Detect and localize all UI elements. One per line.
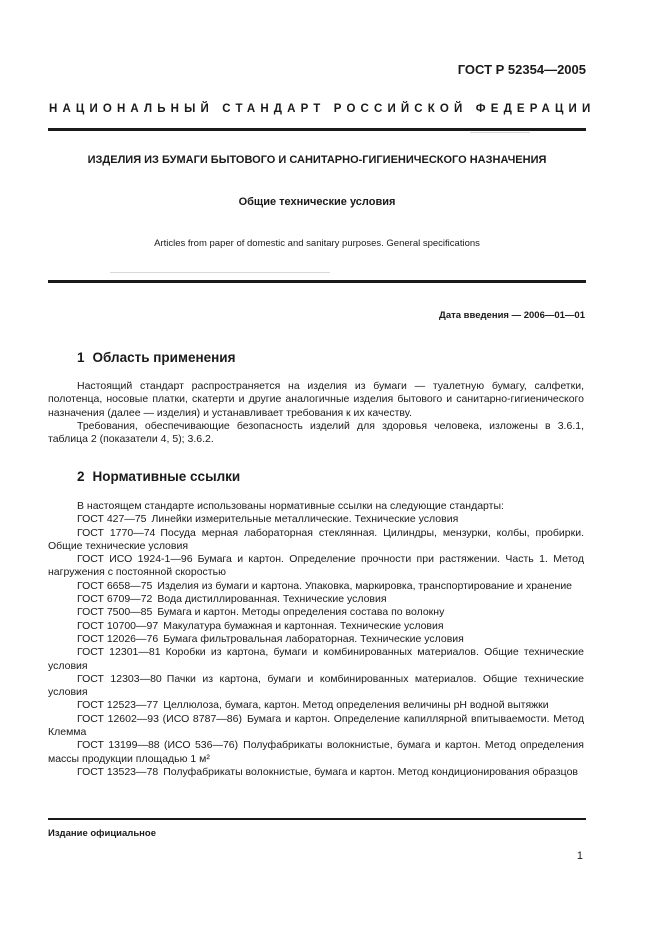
references-intro: В настоящем стандарте использованы нормативные ссылки на следующие стандарты:: [77, 500, 504, 512]
scan-artifact: [470, 132, 530, 133]
reference-code: ГОСТ 12523—77: [77, 699, 159, 712]
reference-code: ГОСТ 13523—78: [77, 765, 159, 778]
section-1-body: [48, 380, 584, 446]
reference-item: [48, 646, 584, 673]
reference-title: Бумага и картон. Определение капиллярной впитываемости. Метод Клемма: [48, 712, 584, 739]
reference-code: ГОСТ 12303—80: [77, 672, 162, 685]
reference-item: [48, 739, 584, 766]
reference-item: [48, 593, 584, 606]
reference-title: Макулатура бумажная и картонная. Технические условия: [163, 619, 444, 632]
reference-code: ГОСТ 1770—74: [77, 526, 156, 539]
reference-item: [48, 699, 584, 712]
reference-title: Коробки из картона, бумаги и комбинированных материалов. Общие технические условия: [48, 646, 584, 672]
reference-item: [48, 527, 584, 554]
reference-title: Изделия из бумаги и картона. Упаковка, маркировка, транспортирование и хранение: [157, 579, 573, 592]
official-edition-note: Издание официальное: [48, 828, 156, 839]
reference-item: [48, 606, 584, 619]
section-2-body: [48, 500, 584, 779]
reference-code: ГОСТ 427—75: [77, 513, 147, 526]
section-2-heading: [77, 469, 240, 484]
reference-code: ГОСТ 13199—88 (ИСО 536—76): [77, 739, 239, 752]
reference-item: [48, 553, 584, 580]
scope-paragraph: Настоящий стандарт распространяется на изделия из бумаги — туалетную бумагу, салфетки, полотенца, носовые платки, скатерти и другие аналогичные изделия бытового и санитарно-гигиенического назначения (далее — изделия) и устанавливает требования к их качеству.: [48, 380, 584, 419]
document-title: ИЗДЕЛИЯ ИЗ БУМАГИ БЫТОВОГО И САНИТАРНО-ГИГИЕНИЧЕСКОГО НАЗНАЧЕНИЯ: [87, 154, 547, 166]
safety-paragraph: Требования, обеспечивающие безопасность изделий для здоровья человека, изложены в 3.6.1, таблица 2 (показатели 4, 5); 3.6.2.: [48, 419, 584, 446]
reference-item: [48, 580, 584, 593]
reference-code: ГОСТ ИСО 1924-1—96: [77, 553, 193, 566]
section-title: Нормативные ссылки: [92, 469, 241, 484]
standard-designation: ГОСТ Р 52354—2005: [457, 62, 586, 77]
footer-rule: [48, 818, 586, 820]
reference-title: Вода дистиллированная. Технические условия: [157, 593, 387, 606]
reference-code: ГОСТ 12602—93 (ИСО 8787—86): [77, 712, 242, 725]
reference-item: [48, 713, 584, 740]
reference-item: [48, 513, 584, 526]
section-title: Область применения: [92, 350, 236, 365]
section-number: 1: [77, 350, 85, 365]
reference-title: Бумага и картон. Определение прочности при растяжении. Часть 1. Метод нагружения с постоянной скоростью: [48, 553, 584, 579]
reference-code: ГОСТ 12301—81: [77, 646, 161, 659]
reference-item: [48, 620, 584, 633]
reference-title: Посуда мерная лабораторная стеклянная. Цилиндры, мензурки, колбы, пробирки. Общие технические условия: [48, 526, 584, 552]
section-1-heading: [77, 350, 235, 365]
page-number: 1: [576, 850, 583, 862]
reference-item: [48, 633, 584, 646]
reference-code: ГОСТ 6709—72: [77, 593, 153, 606]
top-rule: [48, 128, 586, 131]
national-standard-line: НАЦИОНАЛЬНЫЙ СТАНДАРТ РОССИЙСКОЙ ФЕДЕРАЦИИ: [49, 103, 596, 115]
bottom-rule: [48, 280, 586, 283]
reference-title: Целлюлоза, бумага, картон. Метод определения величины pH водной вытяжки: [163, 699, 549, 712]
reference-title: Пачки из картона, бумаги и комбинированных материалов. Общие технические условия: [48, 672, 584, 699]
reference-code: ГОСТ 7500—85: [77, 606, 153, 619]
reference-item: [48, 673, 584, 700]
scan-artifact: [110, 272, 330, 273]
reference-title: Полуфабрикаты волокнистые, бумага и картон. Метод определения массы продукции площадью 1 м²: [48, 739, 584, 765]
document-subtitle: Общие технические условия: [238, 196, 396, 208]
reference-title: Бумага и картон. Методы определения состава по волокну: [157, 606, 445, 619]
reference-title: Полуфабрикаты волокнистые, бумага и картон. Метод кондиционирования образцов: [163, 765, 578, 778]
section-number: 2: [77, 469, 85, 484]
reference-item: [48, 766, 584, 779]
english-title: Articles from paper of domestic and sanitary purposes. General specifications: [154, 238, 480, 249]
reference-title: Линейки измерительные металлические. Технические условия: [151, 513, 459, 526]
introduction-date: Дата введения — 2006—01—01: [439, 310, 585, 321]
reference-title: Бумага фильтровальная лабораторная. Технические условия: [163, 632, 464, 645]
reference-code: ГОСТ 12026—76: [77, 632, 159, 645]
reference-code: ГОСТ 6658—75: [77, 579, 153, 592]
reference-code: ГОСТ 10700—97: [77, 619, 159, 632]
